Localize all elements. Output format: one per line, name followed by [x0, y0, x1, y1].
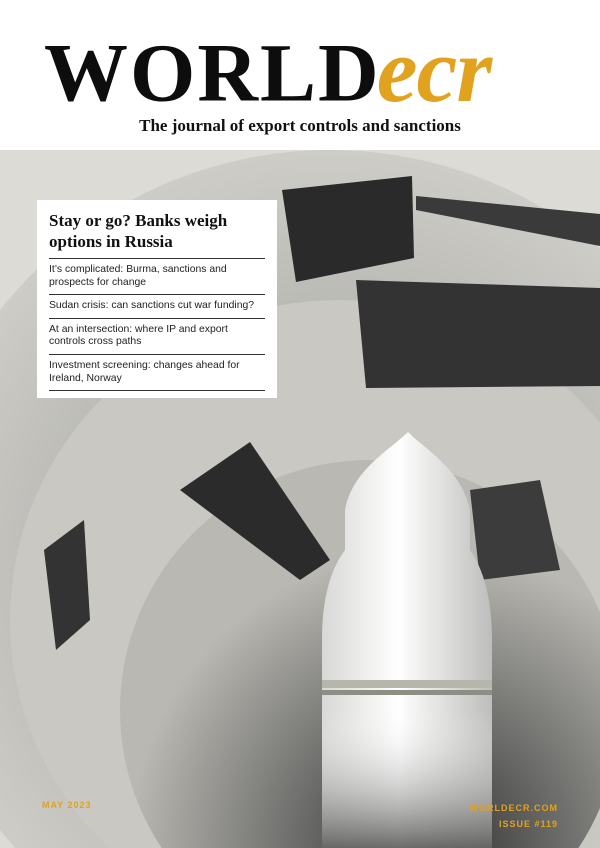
logo-ecr-text: ecr: [376, 19, 492, 121]
issue-number: ISSUE #119: [498, 819, 558, 829]
masthead: [0, 0, 600, 150]
story-item: It’s complicated: Burma, sanctions and prospects for change: [49, 259, 265, 295]
tagline: The journal of export controls and sanctions: [139, 116, 461, 135]
world-ecr-logo: [44, 19, 564, 121]
issue-date: MAY 2023: [42, 800, 92, 810]
story-item: At an intersection: where IP and export controls cross paths: [49, 319, 265, 355]
footer-info: [470, 800, 559, 832]
website-link[interactable]: WORLDECR.COM: [469, 803, 558, 813]
lead-headline: Stay or go? Banks weigh options in Russia: [49, 211, 228, 251]
story-item: Sudan crisis: can sanctions cut war funding?: [49, 295, 265, 319]
logo-world-text: WORLD: [44, 27, 381, 120]
headline-panel: [37, 200, 277, 398]
story-item: Investment screening: changes ahead for Ireland, Norway: [49, 355, 265, 391]
